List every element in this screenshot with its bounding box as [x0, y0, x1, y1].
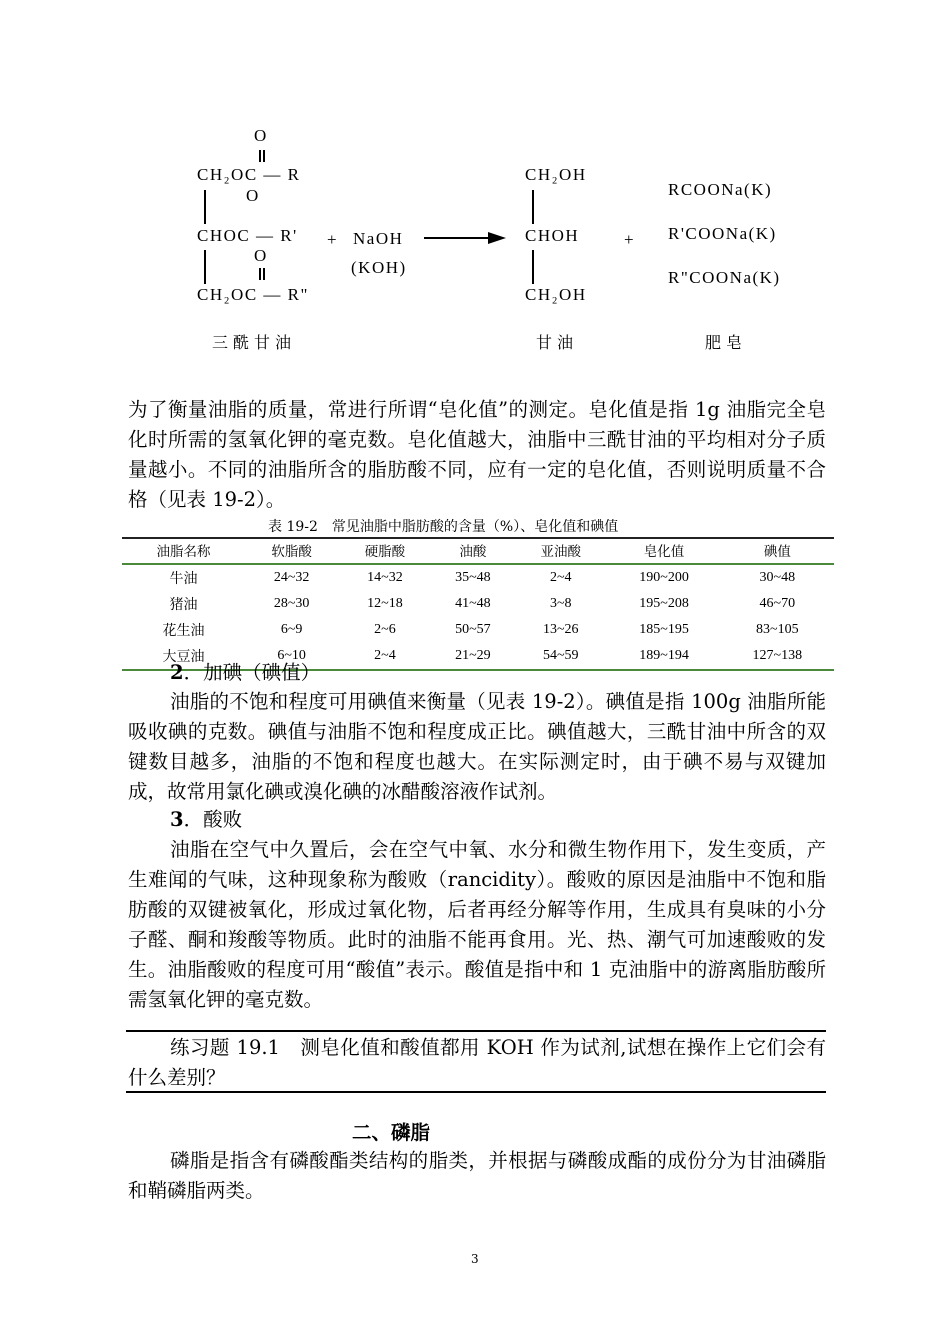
glycerol-row2: CHOH	[525, 226, 580, 245]
reagent-koh: (KOH)	[351, 258, 407, 277]
triglyceride-label: 三酰甘油	[212, 333, 297, 352]
table-caption: 表 19-2 常见油脂中脂肪酸的含量（%）、皂化值和碘值	[268, 519, 619, 535]
exercise-top-rule	[126, 1030, 826, 1032]
section-rancidity	[128, 805, 826, 1015]
plus-sign-1: +	[327, 230, 339, 249]
table-cell: 6~9	[280, 622, 303, 637]
page-number: 3	[471, 1252, 479, 1266]
table-cell: 21~29	[432, 643, 515, 670]
table-header-cell: 皂化值	[607, 537, 720, 564]
table-cell: 30~48	[759, 570, 796, 585]
table-cell: 2~4	[338, 643, 431, 670]
table-row	[122, 591, 834, 617]
exercise-box	[128, 1033, 826, 1093]
double-bond-top-b	[263, 150, 265, 162]
backbone-bond-2	[204, 250, 206, 284]
exercise-bottom-rule	[126, 1091, 826, 1093]
glycerol-label: 甘油	[536, 333, 579, 352]
paragraph-text: 为了衡量油脂的质量，常进行所谓“皂化值”的测定。皂化值是指 1g 油脂完全皂化时所需的氢氧化钾的毫克数。皂化值越大，油脂中三酰甘油的平均相对分子质量越小。不同的油脂所含的脂肪酸不同，应有一定的皂化值，否则说明质量不合格（见表 19-2）。	[128, 398, 826, 511]
table-cell: 6~10	[245, 643, 338, 670]
backbone-bond-1	[204, 190, 206, 224]
section-heading-phospholipid: 二、磷脂	[352, 1121, 431, 1144]
table-cell: 54~59	[514, 643, 607, 670]
triglyceride-row1: CH₂OC — R	[197, 165, 301, 184]
section-iodine	[128, 659, 826, 807]
glycerol-bond-2	[532, 250, 534, 284]
phospholipid-paragraph	[128, 1146, 826, 1206]
reagent-naoh: NaOH	[353, 229, 404, 248]
table-cell: 41~48	[455, 596, 491, 611]
fatty-acid-table	[122, 537, 834, 671]
table-header-row	[122, 537, 834, 564]
section-heading	[128, 659, 826, 687]
table-header-cell: 碘值	[721, 537, 834, 564]
table-cell: 猪油	[169, 597, 198, 613]
table-row	[122, 564, 834, 591]
table-cell: 46~70	[759, 596, 796, 611]
section-number: 3	[170, 808, 184, 831]
table-cell: 牛油	[169, 571, 198, 587]
table-header-cell: 油脂名称	[122, 537, 245, 564]
triglyceride-row2: CHOC — R'	[197, 226, 298, 245]
table-cell: 195~208	[639, 596, 689, 611]
saponification-paragraph	[128, 395, 826, 515]
glycerol-row1: CH₂OH	[525, 165, 587, 184]
table-header-cell: 软脂酸	[245, 537, 338, 564]
double-bond-low-a	[259, 268, 261, 280]
plus-sign-2: +	[624, 230, 636, 249]
section-title: ．酸败	[183, 808, 243, 831]
table-cell: 14~32	[367, 570, 403, 585]
reaction-arrow-icon	[424, 230, 508, 246]
paragraph-text: 磷脂是指含有磷酸酯类结构的脂类，并根据与磷酸成酯的成份分为甘油磷脂和鞘磷脂两类。	[128, 1149, 826, 1202]
table-header-cell: 亚油酸	[514, 537, 607, 564]
exercise-text: 练习题 19.1 测皂化值和酸值都用 KOH 作为试剂,试想在操作上它们会有什么差别？	[128, 1036, 826, 1089]
section-heading	[128, 805, 826, 835]
carbonyl-oxygen-mid: O	[246, 186, 260, 205]
soap-row2: R'COONa(K)	[668, 224, 777, 243]
table-cell: 35~48	[455, 570, 491, 585]
soap-label: 肥皂	[705, 333, 748, 352]
double-bond-low-b	[263, 268, 265, 280]
section-title: ．加碘（碘值）	[183, 661, 321, 684]
table-cell: 12~18	[367, 596, 403, 611]
triglyceride-row3: CH₂OC — R"	[197, 285, 309, 304]
table-cell: 13~26	[542, 622, 579, 637]
glycerol-bond-1	[532, 190, 534, 224]
table-cell: 2~4	[549, 570, 572, 585]
table-cell: 190~200	[639, 570, 689, 585]
table-cell: 83~105	[756, 622, 799, 637]
section-body: 油脂在空气中久置后，会在空气中氧、水分和微生物作用下，发生变质，产生难闻的气味，这种现象称为酸败（rancidity）。酸败的原因是油脂中不饱和脂肪酸的双键被氧化，形成过氧化物，后者再经分解等作用，生成具有臭味的小分子醛、酮和羧酸等物质。此时的油脂不能再食用。光、热、潮气可加速酸败的发生。油脂酸败的程度可用“酸值”表示。酸值是指中和 1 克油脂中的游离脂肪酸所需氢氧化钾的毫克数。	[128, 838, 826, 1011]
glycerol-row3: CH₂OH	[525, 285, 587, 304]
table-header-cell: 硬脂酸	[338, 537, 431, 564]
table-cell: 127~138	[721, 643, 834, 670]
table-header-cell: 油酸	[432, 537, 515, 564]
section-number: 2	[170, 661, 184, 684]
table-cell: 185~195	[639, 622, 689, 637]
table-cell: 3~8	[549, 596, 572, 611]
table-cell: 28~30	[273, 596, 310, 611]
table-cell: 花生油	[162, 623, 205, 639]
soap-row1: RCOONa(K)	[668, 180, 773, 199]
soap-row3: R"COONa(K)	[668, 268, 781, 287]
table-row	[122, 617, 834, 643]
table-cell: 2~6	[374, 622, 396, 637]
carbonyl-oxygen-top: O	[254, 126, 268, 145]
table-cell: 24~32	[273, 570, 310, 585]
table-cell: 189~194	[607, 643, 720, 670]
double-bond-top-a	[259, 150, 261, 162]
table-cell: 大豆油	[122, 643, 245, 670]
table-cell: 50~57	[455, 622, 491, 637]
carbonyl-oxygen-low: O	[254, 246, 268, 265]
section-body: 油脂的不饱和程度可用碘值来衡量（见表 19-2）。碘值是指 100g 油脂所能吸收碘的克数。碘值与油脂不饱和程度成正比。碘值越大，三酰甘油中所含的双键数目越多，油脂的不饱和程度也越大。在实际测定时，由于碘不易与双键加成，故常用氯化碘或溴化碘的冰醋酸溶液作试剂。	[128, 690, 826, 803]
